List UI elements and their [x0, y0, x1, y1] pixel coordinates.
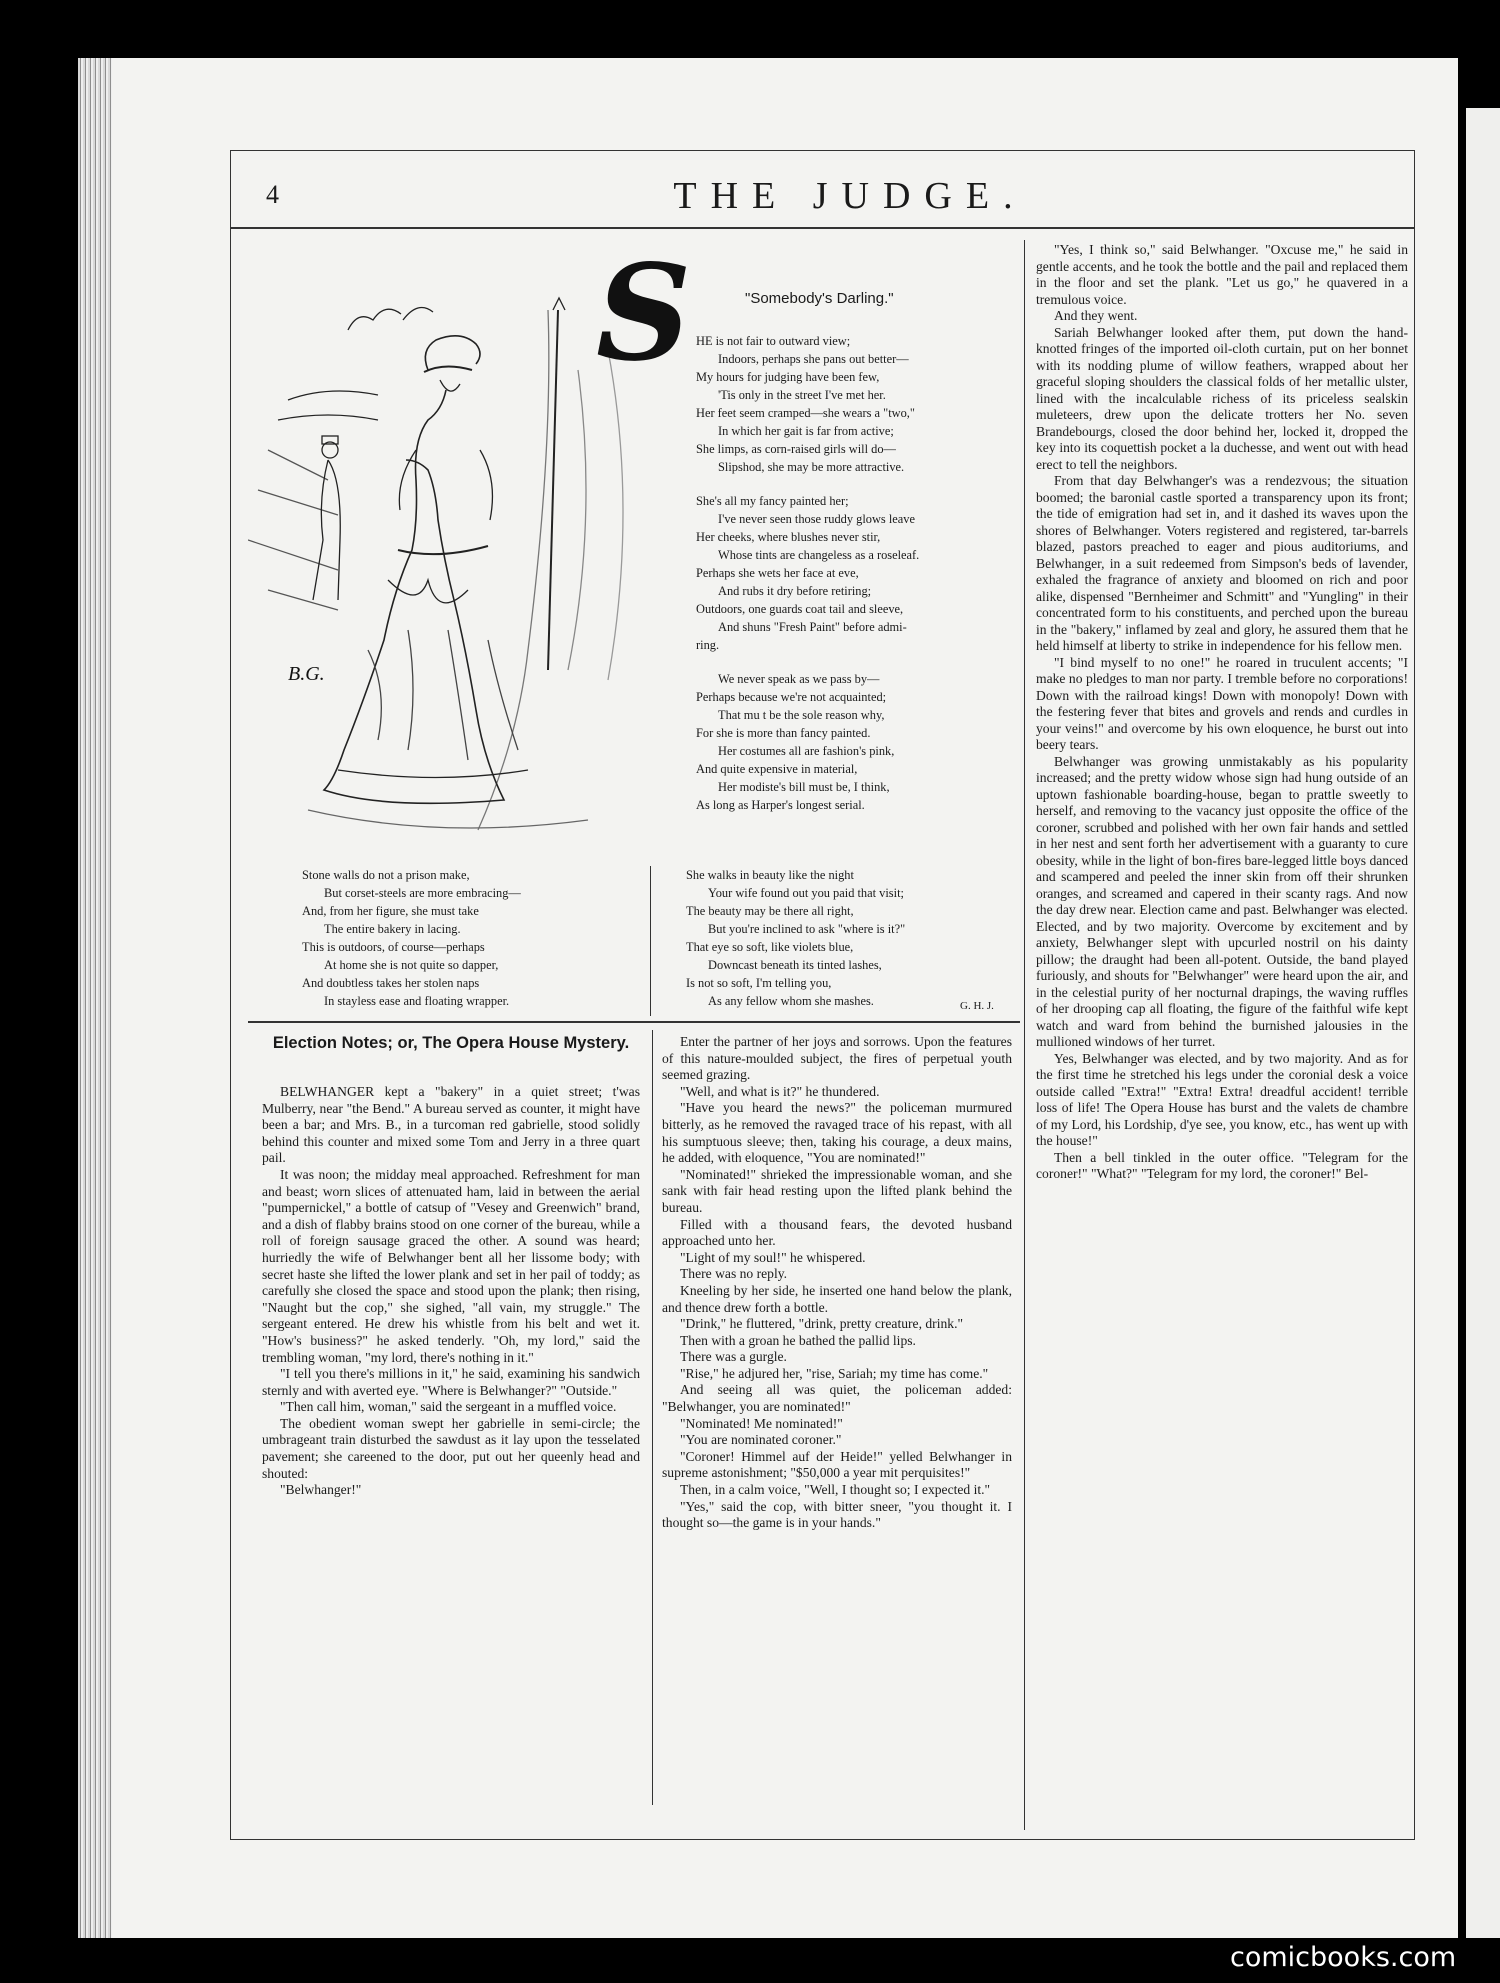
poem-line: As any fellow whom she mashes.	[708, 994, 874, 1008]
poem-line: But corset-steels are more embracing—	[324, 886, 521, 900]
page-number: 4	[266, 180, 279, 209]
story-paragraph: Yes, Belwhanger was elected, and by two majority. And as for the first time he stretched his legs under the coronial desk a voice outside called "Extra!" "Extra! Extra! dreadful accident! terrible loss of life! The Opera House has burst and the valets de chambre of my Lord, his Lordship, d'ye see, you know, etc., has went up with the house!"	[1036, 1050, 1408, 1148]
poem-line: Is not so soft, I'm telling you,	[686, 976, 832, 990]
story-paragraph: From that day Belwhanger's was a rendezvous; the situation boomed; the baronial castle sported a transparency upon its front; the tide of emigration had set in, and it dashed its waves upon the shores of Belwhanger. Voters registered and registered, tar-barrels blazed, pastors preached to eager and pious auditoriums, and Belwhanger, in a suit redeemed from Simpson's beds of lavender, exhaled the fragrance of anxiety and bloomed on rich and poor alike, dispensed "Bernheimer and Schmitt" and "Yungling" in their concentrated form to his constituents, and perched upon the bureau in the "bakery," inflamed by zeal and glory, he assured them that he held himself at liberty to strike in independence for his fellow men.	[1036, 473, 1408, 653]
masthead-title: THE JUDGE.	[673, 175, 1027, 217]
column-divider-middle	[652, 1030, 653, 1805]
story-paragraph: "Then call him, woman," said the sergeant in a muffled voice.	[280, 1399, 617, 1415]
story-paragraph: "You are nominated coroner."	[680, 1432, 842, 1448]
story-paragraph: Then a bell tinkled in the outer office. "Telegram for the coroner!" "What?" "Telegram for my lord, the coroner!" Bel-	[1036, 1149, 1408, 1181]
story-paragraph: "Belwhanger!"	[280, 1482, 362, 1498]
poem-line: 'Tis only in the street I've met her.	[718, 388, 886, 402]
story-paragraph: Kneeling by her side, he inserted one hand below the plank, and thence drew forth a bottle.	[662, 1282, 1012, 1315]
poem-line: She walks in beauty like the night	[686, 868, 854, 882]
story-paragraph: There was no reply.	[680, 1266, 788, 1282]
poem-line: We never speak as we pass by—	[718, 672, 880, 686]
story-paragraph: Belwhanger was growing unmistakably as his popularity increased; and the pretty widow whose sign had hung outside of an uptown fashionable boarding-house, began to prattle sweetly to herself, and removing to the vacancy just opposite the office of the coroner, scrubbed and polished with her own fair hands and settled in her nest and sent forth her advertisement with a guaranty to cure obesity, while in the light of bon-fires bare-legged little boys danced and scampered and peeled the inner skin from off their shrunken oranges, and screamed and capered in their scanty rags. And now the day drew near. Election came and past. Belwhanger was elected. Elected, and by two majority. Overcome by excitement and by anxiety, Belwhanger slept with upcurled nostril on his dainty pillow; the draught had been all-potent. Outside, the band played furiously, and shouts for "Belwhanger" were heard upon the air, and in the celestial purity of her nocturnal drapings, the waving ruffles of her drooping cap all floating, the figure of the faithful wife kept watch and ward from behind the burnished jalousies in the mullioned windows of her turret.	[1036, 753, 1408, 1049]
story-paragraph: It was noon; the midday meal approached. Refreshment for man and beast; worn slices of attenuated ham, laid in between the aerial "pumpernickel," a bottle of catsup of "Vesey and Greenwich" brand, and a dish of flabby brains stood on one corner of the bureau, while a roll of foreign sausage graced the other. A sound was heard; hurriedly the wife of Belwhanger bent all her lissome body; with secret haste she lifted the lower plank and set in her pail of toddy; as carefully she closed the space and stood upon the plank; then rising, "Naught but the cop," she sighed, "all vain, my struggle." The sergeant entered. He drew his whistle from his belt and wet it. "How's business?" he asked tenderly. "Oh, my lord," said the trembling woman, "my lord, there's nothing in it."	[262, 1166, 640, 1365]
story-paragraph: "Yes, I think so," said Belwhanger. "Oxcuse me," he said in gentle accents, and he took the bottle and the pail and replaced them in the floor and set the plank. "Let us go," he quavered in a tremulous voice.	[1036, 242, 1408, 307]
story-paragraph: BELWHANGER kept a "bakery" in a quiet street; t'was Mulberry, near "the Bend." A bureau served as counter, it might have been a bar; and Mrs. B., in a turcoman red gabrielle, stood solidly behind this counter and mixed some Tom and Jerry in a three quart pail.	[262, 1084, 640, 1166]
story-paragraph: The obedient woman swept her gabrielle in semi-circle; the umbrageant train disturbed the sawdust as it lay upon the tesselated pavement; she careened to the door, put out her queenly head and shouted:	[262, 1415, 640, 1481]
story-paragraph: Filled with a thousand fears, the devoted husband approached unto her.	[662, 1216, 1012, 1249]
story-paragraph: "Nominated!" shrieked the impressionable woman, and she sank with fair head resting upon the lifted plank behind the bureau.	[662, 1166, 1012, 1215]
poem-line: At home she is not quite so dapper,	[324, 958, 499, 972]
poem-drop-cap: S	[596, 236, 692, 391]
story-paragraph: "I bind myself to no one!" he roared in truculent accents; "I make no pledges to man nor party. I tremble before no corporations! Down with the railroad kings! Down with monopoly! Down with the festering fever that bites and grovels and rends and curdles in your veins!" and overcome by his own eloquence, he burst out into beery tears.	[1036, 654, 1408, 752]
story-paragraph: And seeing all was quiet, the policeman added: "Belwhanger, you are nominated!"	[662, 1382, 1012, 1415]
poem-line: And shuns "Fresh Paint" before admi-	[718, 620, 907, 634]
poem-line: My hours for judging have been few,	[696, 370, 880, 384]
story-paragraph: "Have you heard the news?" the policeman murmured bitterly, as he removed the ravaged trace of his repast, with all his sumptuous sleeve; then, taking his courage, a deux mains, he added, with eloquence, "You are nominated!"	[662, 1100, 1012, 1166]
poem-line: And quite expensive in material,	[696, 762, 858, 776]
artist-mark: B.G.	[288, 663, 325, 685]
poem-line: Her feet seem cramped—she wears a "two,"	[696, 406, 915, 420]
story-headline: Election Notes; or, The Opera House Mystery.	[272, 1034, 630, 1052]
poem-upper-stanzas	[696, 332, 919, 814]
story-paragraph: "Yes," said the cop, with bitter sneer, "you thought it. I thought so—the game is in your hands."	[662, 1498, 1012, 1531]
poem-line: But you're inclined to ask "where is it?"	[708, 922, 906, 936]
poem-line: The entire bakery in lacing.	[324, 922, 461, 936]
poem-line: For she is more than fancy painted.	[696, 726, 871, 740]
story-paragraph: And they went.	[1054, 308, 1138, 323]
poem-line: She limps, as corn-raised girls will do—	[696, 442, 896, 456]
poem-line: Perhaps she wets her face at eve,	[696, 566, 859, 580]
story-paragraph: "Nominated! Me nominated!"	[680, 1415, 843, 1431]
poem-lower-left-stanza	[302, 866, 521, 1010]
poem-signature: G. H. J.	[960, 1000, 994, 1012]
poem-line: Her costumes all are fashion's pink,	[718, 744, 895, 758]
poem-line: I've never seen those ruddy glows leave	[718, 512, 915, 526]
poem-line: Her modiste's bill must be, I think,	[718, 780, 890, 794]
story-paragraph: "Rise," he adjured her, "rise, Sariah; my time has come."	[680, 1365, 989, 1381]
poem-line: Slipshod, she may be more attractive.	[718, 460, 905, 474]
poem-line: In stayless ease and floating wrapper.	[324, 994, 510, 1008]
poem-line: In which her gait is far from active;	[718, 424, 894, 438]
poem-line: Perhaps because we're not acquainted;	[696, 690, 887, 704]
poem-line: Stone walls do not a prison make,	[302, 868, 470, 882]
story-column-2	[662, 1034, 1012, 1532]
poem-line: Outdoors, one guards coat tail and sleeve,	[696, 602, 904, 616]
story-paragraph: "Light of my soul!" he whispered.	[680, 1249, 866, 1265]
poem-line: Your wife found out you paid that visit;	[708, 886, 904, 900]
poem-line: HE is not fair to outward view;	[696, 334, 851, 348]
poem-title: "Somebody's Darling."	[745, 290, 894, 307]
poem-line: Her cheeks, where blushes never stir,	[696, 530, 881, 544]
story-paragraph: There was a gurgle.	[680, 1349, 787, 1365]
story-column-1	[262, 1084, 640, 1499]
column-divider-right	[1024, 240, 1025, 1830]
poem-line: She's all my fancy painted her;	[696, 494, 849, 508]
poem-line: ring.	[696, 638, 720, 652]
poem-line: And, from her figure, she must take	[302, 904, 479, 918]
story-paragraph: "Drink," he fluttered, "drink, pretty creature, drink."	[680, 1316, 964, 1332]
poem-line: And rubs it dry before retiring;	[718, 584, 872, 598]
story-paragraph: Then, in a calm voice, "Well, I thought so; I expected it."	[680, 1482, 991, 1498]
story-paragraph: "Coroner! Himmel auf der Heide!" yelled Belwhanger in supreme astonishment; "$50,000 a year mit perquisites!"	[662, 1448, 1012, 1481]
poem-line: The beauty may be there all right,	[686, 904, 854, 918]
poem-line: And doubtless takes her stolen naps	[302, 976, 480, 990]
story-paragraph: Then with a groan he bathed the pallid lips.	[680, 1332, 916, 1348]
poem-column-divider	[650, 866, 651, 1016]
poem-line: That mu t be the sole reason why,	[718, 708, 885, 722]
section-rule	[248, 1021, 1020, 1023]
poem-line: Whose tints are changeless as a roseleaf.	[718, 548, 920, 562]
story-paragraph: Enter the partner of her joys and sorrows. Upon the features of this nature-moulded subject, the fires of perpetual youth seemed grazing.	[662, 1034, 1012, 1083]
poem-line: Downcast beneath its tinted lashes,	[708, 958, 882, 972]
story-paragraph: "Well, and what is it?" he thundered.	[680, 1083, 880, 1099]
poem-line: This is outdoors, of course—perhaps	[302, 940, 485, 954]
story-paragraph: Sariah Belwhanger looked after them, put down the hand-knotted fringes of the imported oil-cloth curtain, put on her bonnet with its nodding plume of willow feathers, wrapped about her graceful sloping shoulders the classical folds of her metallic ulster, lined with the incalculable richess of its priceless sealskin muleteers, drew upon the delicate trotters her No. seven Brandebourgs, closed the door behind her, locked it, dropped the key into its coquettish pocket a la duchesse, and went out with head erect to tell the neighbors.	[1036, 324, 1408, 472]
story-column-3	[1036, 242, 1408, 1183]
poem-lower-right-stanza	[686, 866, 905, 1010]
poem-line: Indoors, perhaps she pans out better—	[718, 352, 909, 366]
story-paragraph: "I tell you there's millions in it," he said, examining his sandwich sternly and with averted eye. "Where is Belwhanger?" "Outside."	[262, 1366, 640, 1398]
next-page-edge	[1466, 108, 1500, 1938]
poem-line: That eye so soft, like violets blue,	[686, 940, 854, 954]
site-watermark: comicbooks.com	[1230, 1942, 1457, 1973]
masthead-rule	[230, 227, 1415, 229]
poem-line: As long as Harper's longest serial.	[696, 798, 865, 812]
